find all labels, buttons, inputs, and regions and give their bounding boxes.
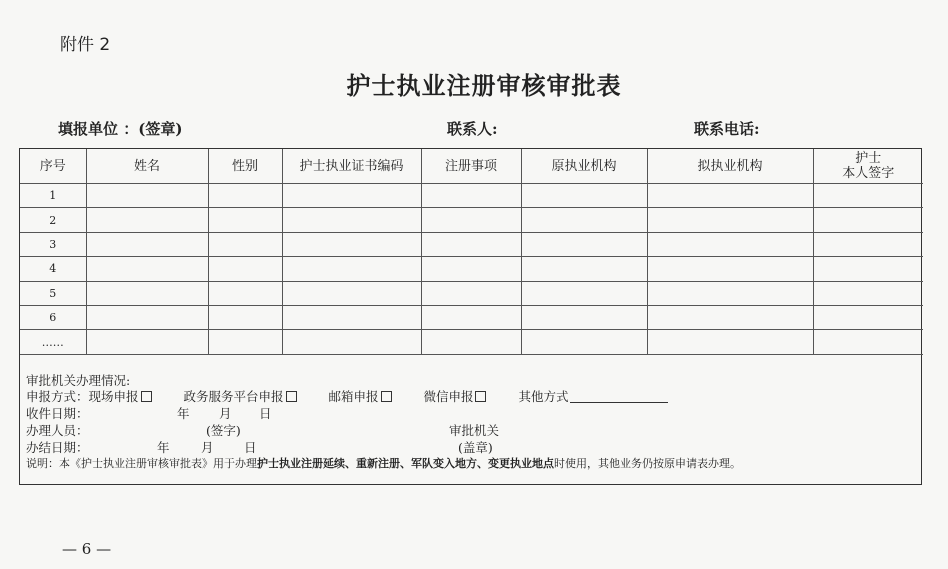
- application-method-line: [26, 387, 668, 405]
- cell-name[interactable]: [86, 257, 208, 281]
- cell-signature[interactable]: [813, 305, 923, 329]
- cell-signature[interactable]: [813, 232, 923, 256]
- col-header-nurse-signature-line2: 本人签字: [842, 166, 895, 181]
- cell-gender[interactable]: [208, 232, 282, 256]
- cell-original[interactable]: [521, 208, 647, 232]
- col-header-certificate-code: 护士执业证书编码: [282, 149, 421, 184]
- usage-note-suffix: 时使用，其他业务仍按原申请表办理。: [554, 456, 741, 470]
- approval-heading: 审批机关办理情况:: [26, 372, 131, 388]
- row-index: 3: [20, 232, 86, 256]
- cell-certificate[interactable]: [282, 232, 421, 256]
- receive-date-label: 收件日期：: [26, 405, 89, 421]
- cell-gender[interactable]: [208, 257, 282, 281]
- contact-phone-label: 联系电话:: [694, 120, 760, 138]
- method-other-label: 其他方式: [518, 388, 569, 404]
- col-header-index: 序号: [20, 149, 86, 184]
- cell-item[interactable]: [421, 281, 521, 305]
- cell-intended[interactable]: [647, 281, 813, 305]
- completion-day: 日: [244, 439, 257, 455]
- cell-signature[interactable]: [813, 208, 923, 232]
- page-number: — 6 —: [62, 540, 112, 558]
- approval-section: [20, 355, 921, 492]
- method-platform-checkbox[interactable]: [286, 391, 297, 402]
- cell-intended[interactable]: [647, 305, 813, 329]
- col-header-nurse-signature-line1: 护士: [855, 151, 882, 166]
- approval-authority-label: 审批机关: [449, 422, 500, 438]
- cell-original[interactable]: [521, 281, 647, 305]
- cell-item[interactable]: [421, 184, 521, 208]
- attachment-label: 附件 2: [60, 35, 111, 55]
- row-index: ……: [20, 330, 86, 354]
- cell-signature[interactable]: [813, 330, 923, 354]
- handler-label: 办理人员：: [26, 422, 89, 438]
- cell-original[interactable]: [521, 330, 647, 354]
- cell-item[interactable]: [421, 232, 521, 256]
- method-other-input[interactable]: [570, 402, 668, 403]
- cell-name[interactable]: [86, 281, 208, 305]
- form-title: 护士执业注册审核审批表: [346, 71, 622, 100]
- col-header-nurse-signature: [813, 149, 923, 184]
- usage-note: [26, 455, 741, 471]
- table-row: [20, 281, 923, 305]
- cell-certificate[interactable]: [282, 208, 421, 232]
- cell-certificate[interactable]: [282, 305, 421, 329]
- col-header-intended-institution: 拟执业机构: [647, 149, 813, 184]
- method-platform-label: 政务服务平台申报: [183, 388, 284, 404]
- cell-gender[interactable]: [208, 281, 282, 305]
- cell-gender[interactable]: [208, 305, 282, 329]
- method-onsite-checkbox[interactable]: [141, 391, 152, 402]
- cell-gender[interactable]: [208, 184, 282, 208]
- registration-form: [19, 148, 922, 485]
- cell-certificate[interactable]: [282, 257, 421, 281]
- receive-day: 日: [259, 405, 272, 421]
- completion-year: 年: [157, 439, 170, 455]
- method-onsite-label: 现场申报: [88, 388, 139, 404]
- cell-name[interactable]: [86, 330, 208, 354]
- table-header-row: [20, 149, 923, 184]
- cell-intended[interactable]: [647, 257, 813, 281]
- cell-gender[interactable]: [208, 208, 282, 232]
- cell-intended[interactable]: [647, 184, 813, 208]
- cell-intended[interactable]: [647, 232, 813, 256]
- nurse-registration-table: [20, 149, 923, 355]
- cell-original[interactable]: [521, 232, 647, 256]
- usage-note-prefix: 说明：本《护士执业注册审核审批表》用于办理: [26, 456, 257, 470]
- cell-item[interactable]: [421, 257, 521, 281]
- cell-original[interactable]: [521, 305, 647, 329]
- cell-signature[interactable]: [813, 281, 923, 305]
- cell-certificate[interactable]: [282, 330, 421, 354]
- col-header-name: 姓名: [86, 149, 208, 184]
- row-index: 6: [20, 305, 86, 329]
- row-index: 2: [20, 208, 86, 232]
- table-row: [20, 232, 923, 256]
- row-index: 4: [20, 257, 86, 281]
- receive-month: 月: [219, 405, 232, 421]
- receive-year: 年: [177, 405, 190, 421]
- cell-original[interactable]: [521, 184, 647, 208]
- method-wechat-label: 微信申报: [423, 388, 474, 404]
- col-header-original-institution: 原执业机构: [521, 149, 647, 184]
- cell-certificate[interactable]: [282, 281, 421, 305]
- cell-certificate[interactable]: [282, 184, 421, 208]
- reporting-unit-label: 填报单位 ：(签章): [58, 120, 183, 138]
- col-header-gender: 性别: [208, 149, 282, 184]
- cell-signature[interactable]: [813, 184, 923, 208]
- cell-original[interactable]: [521, 257, 647, 281]
- table-row: [20, 208, 923, 232]
- row-index: 1: [20, 184, 86, 208]
- usage-note-emphasis: 护士执业注册延续、重新注册、军队变入地方、变更执业地点: [257, 456, 554, 470]
- table-row: [20, 184, 923, 208]
- cell-gender[interactable]: [208, 330, 282, 354]
- table-row: [20, 305, 923, 329]
- table-row: [20, 257, 923, 281]
- row-index: 5: [20, 281, 86, 305]
- col-header-registration-item: 注册事项: [421, 149, 521, 184]
- completion-date-label: 办结日期：: [26, 439, 89, 455]
- cell-intended[interactable]: [647, 330, 813, 354]
- contact-person-label: 联系人:: [447, 120, 498, 138]
- table-row: [20, 330, 923, 354]
- cell-signature[interactable]: [813, 257, 923, 281]
- cell-intended[interactable]: [647, 208, 813, 232]
- cell-name[interactable]: [86, 232, 208, 256]
- approval-seal-hint: (盖章): [458, 439, 493, 455]
- cell-name[interactable]: [86, 305, 208, 329]
- method-email-label: 邮箱申报: [328, 388, 379, 404]
- cell-name[interactable]: [86, 184, 208, 208]
- completion-month: 月: [201, 439, 214, 455]
- cell-item[interactable]: [421, 208, 521, 232]
- method-wechat-checkbox[interactable]: [475, 391, 486, 402]
- cell-item[interactable]: [421, 330, 521, 354]
- application-method-label: 申报方式：: [26, 388, 89, 404]
- method-email-checkbox[interactable]: [381, 391, 392, 402]
- cell-name[interactable]: [86, 208, 208, 232]
- cell-item[interactable]: [421, 305, 521, 329]
- handler-signature-hint: (签字): [206, 422, 241, 438]
